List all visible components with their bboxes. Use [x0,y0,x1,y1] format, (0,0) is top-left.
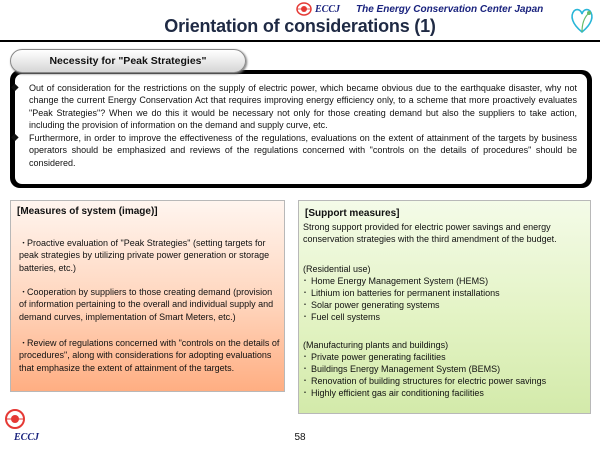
residential-label: (Residential use) [303,264,371,274]
necessity-paragraph-2-text: Furthermore, in order to improve the effectiveness of the regulations, evaluations on the extent of attainment of the targets by business operators should be emphasized and reviews of the regulations concerned with "controls on the details of procedures" should be considered. [29,133,577,168]
measures-item: ・Cooperation by suppliers to those creating demand (provision of information pertaining to the overall and individual supply and demand curves, implementation of Smart Meters, etc.) [19,287,274,322]
measures-item: ・Review of regulations concerned with "controls on the details of procedures", along with considerations for adopting evaluations that emphasize the extent of attainment of the targets. [19,338,280,373]
measures-heading: [Measures of system (image)] [17,206,158,217]
dot-bullet-icon: ・ [19,238,29,248]
organization-name: The Energy Conservation Center Japan [356,4,544,15]
slide-header [0,0,600,44]
diamond-bullet-icon: ◆ [11,132,19,143]
necessity-tab: Necessity for "Peak Strategies" [10,49,246,73]
necessity-paragraph-2 [11,132,577,169]
list-item: ・ Fuel cell systems [303,311,587,323]
page-number: 58 [294,432,306,443]
list-item: ・ Lithium ion batteries for permanent installations [303,287,587,299]
support-intro: Strong support provided for electric power savings and energy conservation strategies with the third amendment of the budget. [303,222,557,244]
list-item: ・ Renovation of building structures for electric power savings [303,375,587,387]
list-item: ・ Highly efficient gas air conditioning facilities [303,387,587,399]
list-item: ・ Solar power generating systems [303,299,587,311]
necessity-paragraph-1 [11,82,577,131]
manufacturing-list [303,351,587,399]
measures-item: ・Proactive evaluation of "Peak Strategies" (setting targets for peak strategies by utilizing private power generation or storage batteries, etc.) [19,238,270,273]
eccj-brand-text: ECCJ [315,3,341,15]
dot-bullet-icon: ・ [19,287,29,297]
dot-bullet-icon: ・ [19,338,29,348]
measures-box [10,200,285,392]
support-box [298,200,591,414]
diamond-bullet-icon: ◆ [11,82,19,93]
residential-list [303,275,587,323]
manufacturing-label: (Manufacturing plants and buildings) [303,340,449,350]
list-item: ・ Buildings Energy Management System (BEMS) [303,363,587,375]
list-item: ・ Private power generating facilities [303,351,587,363]
eccj-emblem-icon [296,2,312,16]
list-item: ・ Home Energy Management System (HEMS) [303,275,587,287]
support-heading: [Support measures] [305,208,400,219]
footer-brand-text: ECCJ [14,432,40,443]
title-divider [0,40,600,42]
page-title: Orientation of considerations (1) [164,16,436,36]
eccj-logo [296,2,340,16]
eccj-footer-emblem-icon [4,408,26,430]
necessity-paragraph-1-text: Out of consideration for the restrictions on the supply of electric power, which became obvious due to the earthquake disaster, why not change the current Energy Conservation Act that requires improving energy efficiency only, to a scheme that more proactively evaluates "Peak Strategies"? When we do this it would be necessary not only for those creating demand but also the suppliers to take action, including the provision of information on the demand and supply curve, etc. [29,83,577,130]
